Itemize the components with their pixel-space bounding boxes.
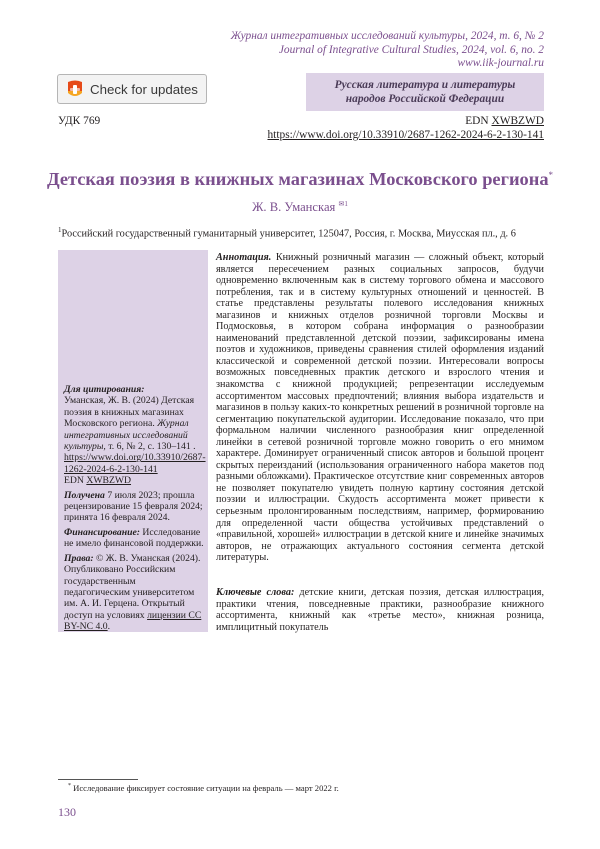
journal-header <box>124 30 544 71</box>
check-for-updates-label: Check for updates <box>90 81 198 97</box>
abstract-text: Книжный розничный магазин — сложный объект, который является пересечением разных социальных запросов, будучи одновременно включенным как в систему торгового обмена и массового потребления, так и в систему культурных отношений и ценностей. В статье представлены результаты полевого исследования книжных магазинов и книжных отделов розничной торговли Москвы и Подмосковья, в котором собрана информация о разнообразии наименований представленной детской поэзии, зафиксированы имена поэтов и художников, приведены сравнения стилей оформления изданий классической и современной детской поэзии. Интересовали вопросы возможных повседневных практик детского и взрослого чтения и знакомства с книжной продукцией; репрезентации исследуемым ассортиментом массовых предпочтений; влияния выбора издательств и магазинов в пользу каких-то конкретных решений в розничной торговле на сегментацию покупательской аудитории. Исследование показало, что при формальном наличии численного разнообразия книг определенной линейки в сетевой розничной торговле можно говорить о его мнимом характере. Доминирует ограниченный список авторов и большой процент скрытых переизданий (использования ограниченного набора макетов под разными обложками). Практическое отсутствие книг современных авторов не позволяет покупателю увидеть полную картину состояния детской поэзии и иллюстрации. Скудость ассортимента может привести к серьезным пролонгированным последствиям, например, формированию для определенной части общества устойчивых представлений о «правильной, хорошей» иллюстрации в детской книге и линейке значимых авторов, не отражающих актуального состояния сегмента детской литературы. <box>216 252 544 564</box>
journal-title-en: Journal of Integrative Cultural Studies, 2024, vol. 6, no. 2 <box>278 43 544 56</box>
doi-link[interactable]: https://www.doi.org/10.33910/2687-1262-2024-6-2-130-141 <box>267 128 544 141</box>
funding-label: Финансирование: <box>64 526 140 538</box>
check-for-updates-button[interactable] <box>57 74 207 104</box>
citation-edn-prefix: EDN <box>64 475 87 487</box>
journal-title-ru: Журнал интегративных исследований культуры, 2024, т. 6, № 2 <box>230 30 544 42</box>
edn-prefix: EDN <box>465 115 492 127</box>
identifiers <box>267 115 544 142</box>
citation-pages: т. 6, № 2, с. 130–141 . <box>108 441 196 453</box>
article-info-sidebar <box>58 250 208 632</box>
citation-doi-link[interactable]: https://www.doi.org/10.33910/2687-1262-2024-6-2-130-141 <box>64 452 206 475</box>
edn-link[interactable]: XWBZWD <box>491 115 544 127</box>
citation-text: Уманская, Ж. В. (2024) Детская поэзия в книжных магазинах Московского региона. <box>64 395 195 430</box>
footnote-divider <box>58 779 138 780</box>
funding-block <box>64 527 204 550</box>
license-end: . <box>107 621 111 633</box>
received-block <box>64 490 204 524</box>
edn-line <box>267 115 544 129</box>
keywords-text: детские книги, детская поэзия, детская иллюстрация, практики чтения, повседневные практики, разнообразие книжного ассортимента, книжный как «третье место», книжная розница, имплицитный покупатель <box>216 587 545 633</box>
affiliation-text: Российский государственный гуманитарный университет, 125047, Россия, г. Москва, Миусская пл., д. 6 <box>61 228 516 240</box>
abstract-label: Аннотация. <box>216 252 272 263</box>
received-label: Получена <box>64 489 105 501</box>
footnote <box>68 783 548 793</box>
author-line <box>0 200 600 215</box>
affiliation-mark: 1 <box>58 226 62 234</box>
section-line-1: Русская литература и литературы <box>334 79 516 91</box>
author-name: Ж. В. Уманская <box>252 200 336 215</box>
license-link[interactable]: лицензии CC BY-NC 4.0 <box>64 609 202 633</box>
article-title <box>40 169 560 190</box>
article-title-text: Детская поэзия в книжных магазинах Московского региона <box>46 169 549 189</box>
rights-text: © Ж. В. Уманская (2024). Опубликовано Российским государственным педагогическим университетом им. А. И. Герцена. Открытый доступ на условиях <box>64 552 201 621</box>
section-line-2: народов Российской Федерации <box>345 93 505 105</box>
section-heading <box>306 73 544 111</box>
citation-journal: Журнал интегративных исследований культуры, <box>64 418 189 453</box>
citation-label: Для цитирования: <box>64 384 145 395</box>
page-number: 130 <box>58 805 76 819</box>
citation-block <box>64 384 204 487</box>
udk-code: УДК 769 <box>58 115 101 127</box>
footnote-text: Исследование фиксирует состояние ситуации на февраль — март 2022 г. <box>73 783 339 793</box>
title-footnote-mark: * <box>548 169 554 180</box>
rights-block <box>64 553 204 633</box>
author-marks[interactable]: ✉1 <box>338 200 348 208</box>
affiliation <box>58 226 558 239</box>
funding-text: Исследование не имело финансовой поддержки. <box>64 526 204 550</box>
abstract <box>216 252 544 564</box>
rights-label: Права: <box>64 552 94 564</box>
footnote-mark: * <box>68 783 71 790</box>
received-text: 7 июля 2023; прошла рецензирование 15 февраля 2024; принята 16 февраля 2024. <box>64 489 203 524</box>
crossmark-icon <box>66 79 84 99</box>
keywords-label: Ключевые слова: <box>216 587 295 598</box>
journal-website[interactable]: www.iik-journal.ru <box>457 57 544 70</box>
keywords <box>216 587 544 633</box>
citation-edn-link[interactable]: XWBZWD <box>86 475 132 487</box>
